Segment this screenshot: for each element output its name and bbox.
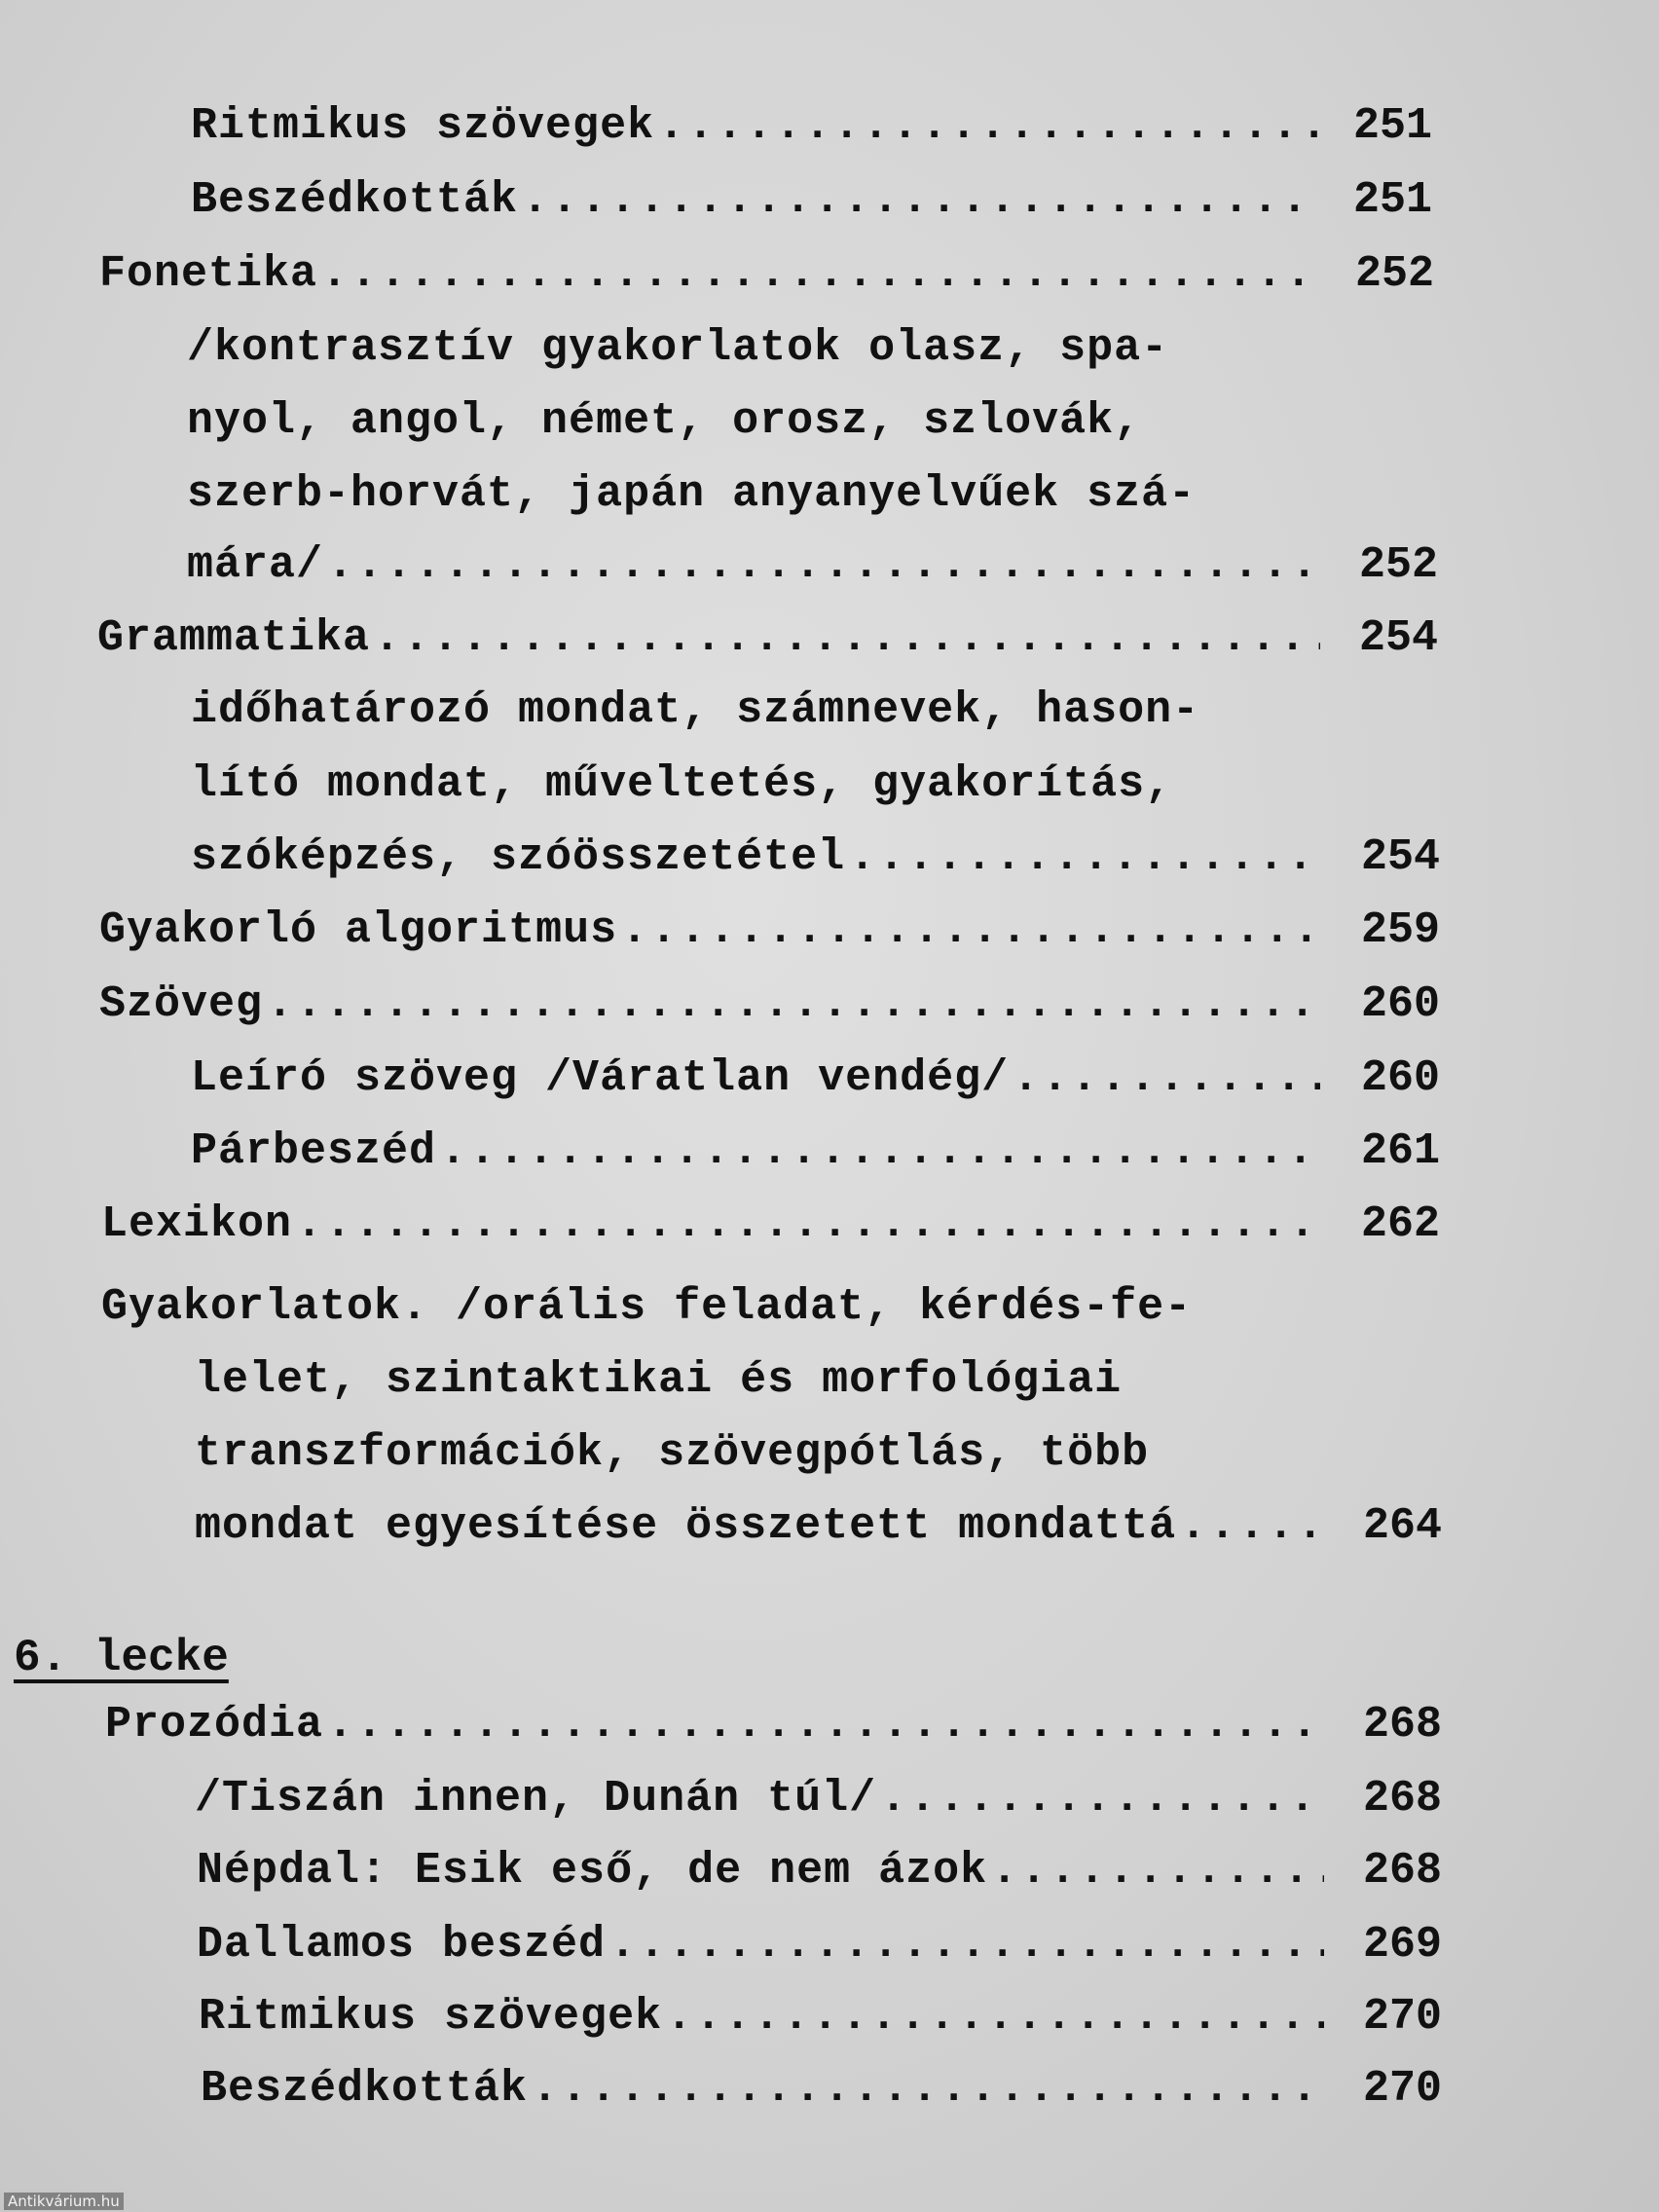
toc-entry-text: időhatározó mondat, számnevek, hason- bbox=[191, 685, 1200, 735]
page-number: 252 bbox=[1359, 540, 1439, 590]
toc-entry-text: /kontrasztív gyakorlatok olasz, spa- bbox=[187, 323, 1169, 373]
toc-entry-continuation bbox=[195, 1344, 1122, 1418]
toc-entry-text: Ritmikus szövegek bbox=[199, 1992, 663, 2042]
toc-entry bbox=[99, 894, 1320, 968]
watermark-label: Antikvárium.hu bbox=[4, 2193, 124, 2210]
page-number: 269 bbox=[1363, 1920, 1443, 1970]
dot-leader bbox=[321, 238, 1320, 312]
toc-entry bbox=[99, 238, 1320, 312]
page-number: 254 bbox=[1361, 832, 1441, 882]
toc-entry-text: Fonetika bbox=[99, 249, 318, 299]
toc-entry-text: transzformációk, szövegpótlás, több bbox=[195, 1428, 1150, 1478]
toc-entry-text: mára/ bbox=[187, 540, 324, 590]
toc-entry-text: szerb-horvát, japán anyanyelvűek szá- bbox=[187, 469, 1197, 519]
toc-entry-text: lelet, szintaktikai és morfológiai bbox=[195, 1355, 1123, 1405]
toc-entry-continuation bbox=[191, 674, 1199, 748]
dot-leader bbox=[522, 164, 1320, 238]
toc-entry-text: Gyakorlatok. /orális feladat, kérdés-fe- bbox=[101, 1282, 1193, 1332]
page-number: 252 bbox=[1355, 249, 1435, 299]
toc-entry bbox=[197, 1834, 1324, 1908]
page-number: 268 bbox=[1363, 1846, 1443, 1896]
toc-entry-text: Prozódia bbox=[105, 1700, 324, 1750]
page-number: 270 bbox=[1363, 1992, 1443, 2042]
page-number: 259 bbox=[1361, 905, 1441, 955]
toc-entry-text: Dallamos beszéd bbox=[197, 1920, 607, 1970]
dot-leader bbox=[374, 602, 1320, 676]
toc-entry bbox=[195, 1490, 1324, 1564]
dot-leader bbox=[532, 2052, 1324, 2126]
dot-leader bbox=[991, 1834, 1324, 1908]
toc-entry bbox=[197, 1908, 1324, 1982]
dot-leader bbox=[296, 1188, 1320, 1262]
section-heading: 6. lecke bbox=[14, 1633, 229, 1683]
toc-entry-continuation bbox=[187, 385, 1141, 459]
toc-entry-text: Népdal: Esik eső, de nem ázok bbox=[197, 1846, 988, 1896]
toc-entry-text: /Tiszán innen, Dunán túl/ bbox=[195, 1774, 877, 1824]
toc-entry-continuation bbox=[195, 1417, 1149, 1491]
toc-entry bbox=[187, 529, 1320, 603]
toc-entry-text: Leíró szöveg /Váratlan vendég/ bbox=[191, 1053, 1010, 1103]
toc-entry-text: Beszédkották bbox=[191, 175, 519, 225]
page-number: 251 bbox=[1353, 101, 1433, 151]
page-number: 268 bbox=[1363, 1700, 1443, 1750]
dot-leader bbox=[849, 821, 1320, 895]
dot-leader bbox=[327, 1688, 1324, 1762]
toc-entry bbox=[191, 164, 1320, 238]
dot-leader bbox=[267, 968, 1320, 1042]
page-number: 254 bbox=[1359, 613, 1439, 663]
page-number: 264 bbox=[1363, 1501, 1443, 1551]
dot-leader bbox=[327, 529, 1320, 603]
toc-entry bbox=[101, 1188, 1320, 1262]
dot-leader bbox=[658, 90, 1320, 164]
toc-entry-continuation bbox=[187, 458, 1196, 532]
page-number: 260 bbox=[1361, 979, 1441, 1029]
toc-entry-text: szóképzés, szóösszetétel bbox=[191, 832, 846, 882]
toc-entry bbox=[97, 602, 1320, 676]
toc-entry-text: Beszédkották bbox=[201, 2064, 529, 2114]
toc-entry-continuation bbox=[187, 312, 1168, 386]
toc-entry bbox=[191, 90, 1320, 164]
toc-entry bbox=[199, 1980, 1324, 2054]
page-number: 268 bbox=[1363, 1774, 1443, 1824]
toc-entry bbox=[191, 1115, 1320, 1189]
toc-entry bbox=[99, 968, 1320, 1042]
toc-entry-text: nyol, angol, német, orosz, szlovák, bbox=[187, 396, 1142, 446]
page-number: 251 bbox=[1353, 175, 1433, 225]
page-number: 262 bbox=[1361, 1199, 1441, 1249]
dot-leader bbox=[621, 894, 1320, 968]
dot-leader bbox=[1180, 1490, 1324, 1564]
toc-entry-text: mondat egyesítése összetett mondattá bbox=[195, 1501, 1177, 1551]
page-number: 261 bbox=[1361, 1126, 1441, 1176]
toc-entry-text: Lexikon bbox=[101, 1199, 293, 1249]
dot-leader bbox=[666, 1980, 1324, 2054]
toc-entry-text: Gyakorló algoritmus bbox=[99, 905, 618, 955]
toc-entry-continuation bbox=[101, 1271, 1192, 1345]
toc-entry bbox=[191, 821, 1320, 895]
toc-entry-continuation bbox=[191, 748, 1172, 822]
page-number: 260 bbox=[1361, 1053, 1441, 1103]
toc-entry-text: Szöveg bbox=[99, 979, 264, 1029]
toc-entry bbox=[201, 2052, 1324, 2126]
page-number: 270 bbox=[1363, 2064, 1443, 2114]
toc-entry bbox=[191, 1042, 1320, 1116]
dot-leader bbox=[1013, 1042, 1320, 1116]
dot-leader bbox=[609, 1908, 1324, 1982]
dot-leader bbox=[440, 1115, 1320, 1189]
toc-entry-text: lító mondat, műveltetés, gyakorítás, bbox=[191, 759, 1173, 809]
toc-entry-text: Ritmikus szövegek bbox=[191, 101, 655, 151]
dot-leader bbox=[880, 1762, 1324, 1836]
toc-entry-text: Párbeszéd bbox=[191, 1126, 437, 1176]
toc-entry-text: Grammatika bbox=[97, 613, 371, 663]
toc-entry bbox=[105, 1688, 1324, 1762]
toc-entry bbox=[195, 1762, 1324, 1836]
